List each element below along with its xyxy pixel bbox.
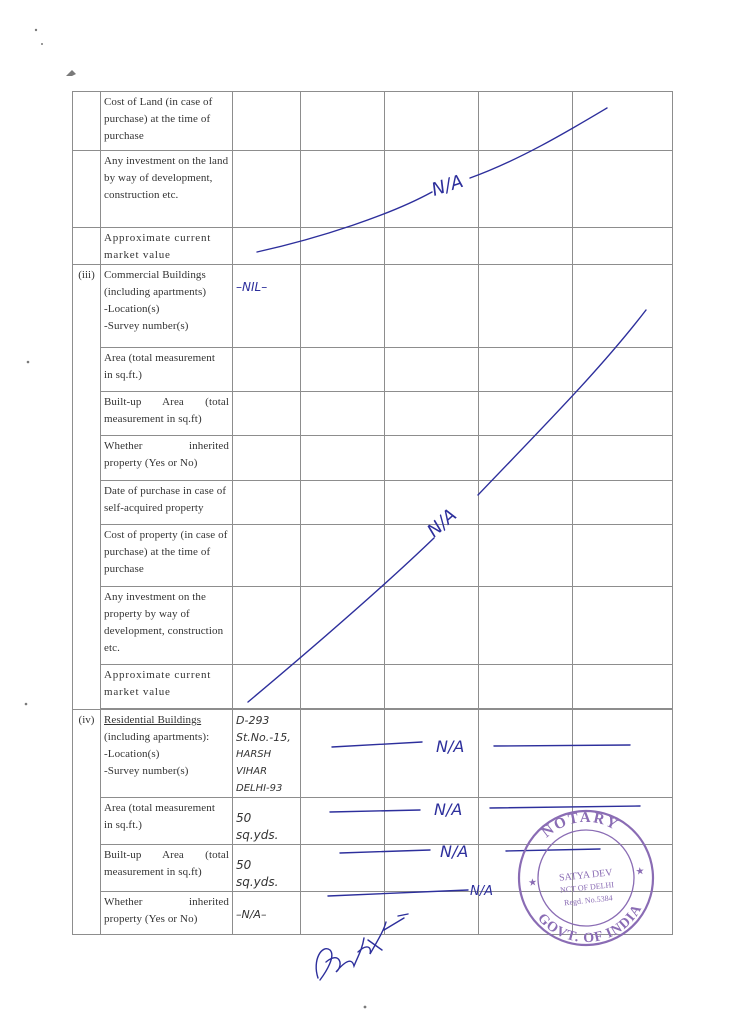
table-row [73, 436, 673, 481]
table-row [73, 392, 673, 436]
label-line: Whether inherited [104, 440, 229, 452]
row-label-approx-value: Approximate current market value [101, 665, 233, 709]
row-label-inherited [101, 892, 233, 935]
label-line: -Survey number(s) [104, 765, 189, 777]
roman-cell [73, 92, 101, 151]
row-label-area [101, 348, 233, 392]
label-line: (including apartments) [104, 286, 207, 298]
stamp-regd: Regd. No.5384 [563, 893, 614, 908]
label-line: Commercial Buildings [104, 269, 206, 281]
table-row [73, 798, 673, 845]
table-row [73, 525, 673, 587]
label-line: -Survey number(s) [104, 320, 189, 332]
row-label-approx-value: Approximate current market value [101, 228, 233, 265]
table-row [73, 710, 673, 798]
stamp-name: SATYA DEV [558, 867, 613, 884]
na-mark: N/A [440, 842, 469, 861]
table-row [73, 348, 673, 392]
handwritten-address [233, 710, 301, 798]
table-row [73, 845, 673, 892]
table-row [73, 228, 673, 265]
property-details-table [72, 91, 673, 935]
row-label-investment-land: Any investment on the land by way of development, construction etc. [101, 151, 233, 228]
label-line: Area (total measurement [104, 352, 216, 364]
label-line: in sq.ft.) [104, 369, 142, 381]
label-line: -Location(s) [104, 303, 160, 315]
table-row [73, 151, 673, 228]
label-line: Built-up Area (total [104, 849, 229, 861]
row-label-investment-property: Any investment on the property by way of development, construction etc. [101, 587, 233, 665]
stamp-star-icon: ★ [635, 865, 646, 878]
handwritten-inherited-value: –N/A– [233, 892, 301, 935]
label-line: -Location(s) [104, 748, 160, 760]
row-label-cost-of-property: Cost of property (in case of purchase) at the time of purchase [101, 525, 233, 587]
hand-line: DELHI-93 [236, 783, 283, 794]
stamp-top-text: NOTARY [539, 809, 622, 842]
label-line: Whether inherited [104, 896, 229, 908]
label-line: (including apartments): [104, 731, 210, 743]
hand-line: St.No.-15, [236, 731, 291, 744]
na-mark: N/A [470, 884, 493, 899]
nil-mark: –NIL– [236, 280, 268, 294]
stamp-bottom-text: GOVT. OF INDIA [534, 901, 646, 947]
label-line: measurement in sq.ft) [104, 413, 202, 425]
label-line: Area (total measurement [104, 802, 216, 814]
label-line: Built-up Area (total [104, 396, 229, 408]
handwritten-builtup-value: 50 sq.yds. [233, 845, 301, 892]
hand-line: D-293 [236, 714, 270, 727]
table-row [73, 481, 673, 525]
na-mark: N/A [434, 800, 463, 819]
row-label-inherited [101, 436, 233, 481]
label-line: in sq.ft.) [104, 819, 142, 831]
label-line: measurement in sq.ft) [104, 866, 202, 878]
table-row [73, 892, 673, 935]
row-label-builtup-area [101, 845, 233, 892]
table-row [73, 265, 673, 348]
row-label-cost-of-land: Cost of Land (in case of purchase) at the time of purchase [101, 92, 233, 151]
na-mark-middle: N/A [423, 504, 462, 542]
hand-line: HARSH [236, 749, 272, 760]
section-number-iii: (iii) [73, 265, 101, 710]
label-line: property (Yes or No) [104, 457, 198, 469]
table-row [73, 92, 673, 151]
label-line: Residential Buildings [104, 714, 202, 726]
na-mark: N/A [436, 737, 465, 756]
na-mark-top: N/A [429, 170, 466, 201]
handwritten-area-value: 50 sq.yds. [233, 798, 301, 845]
table-row [73, 587, 673, 665]
row-label-residential-buildings [101, 710, 233, 798]
table-row [73, 665, 673, 709]
label-line: property (Yes or No) [104, 913, 198, 925]
row-label-builtup-area [101, 392, 233, 436]
stamp-jurisdiction: NCT OF DELHI [559, 880, 615, 895]
stamp-star-icon: ★ [527, 877, 538, 890]
section-number-iv: (iv) [73, 710, 101, 935]
row-label-area [101, 798, 233, 845]
row-label-commercial-buildings [101, 265, 233, 348]
row-label-date-of-purchase: Date of purchase in case of self-acquired property [101, 481, 233, 525]
hand-line: VIHAR [236, 766, 268, 777]
